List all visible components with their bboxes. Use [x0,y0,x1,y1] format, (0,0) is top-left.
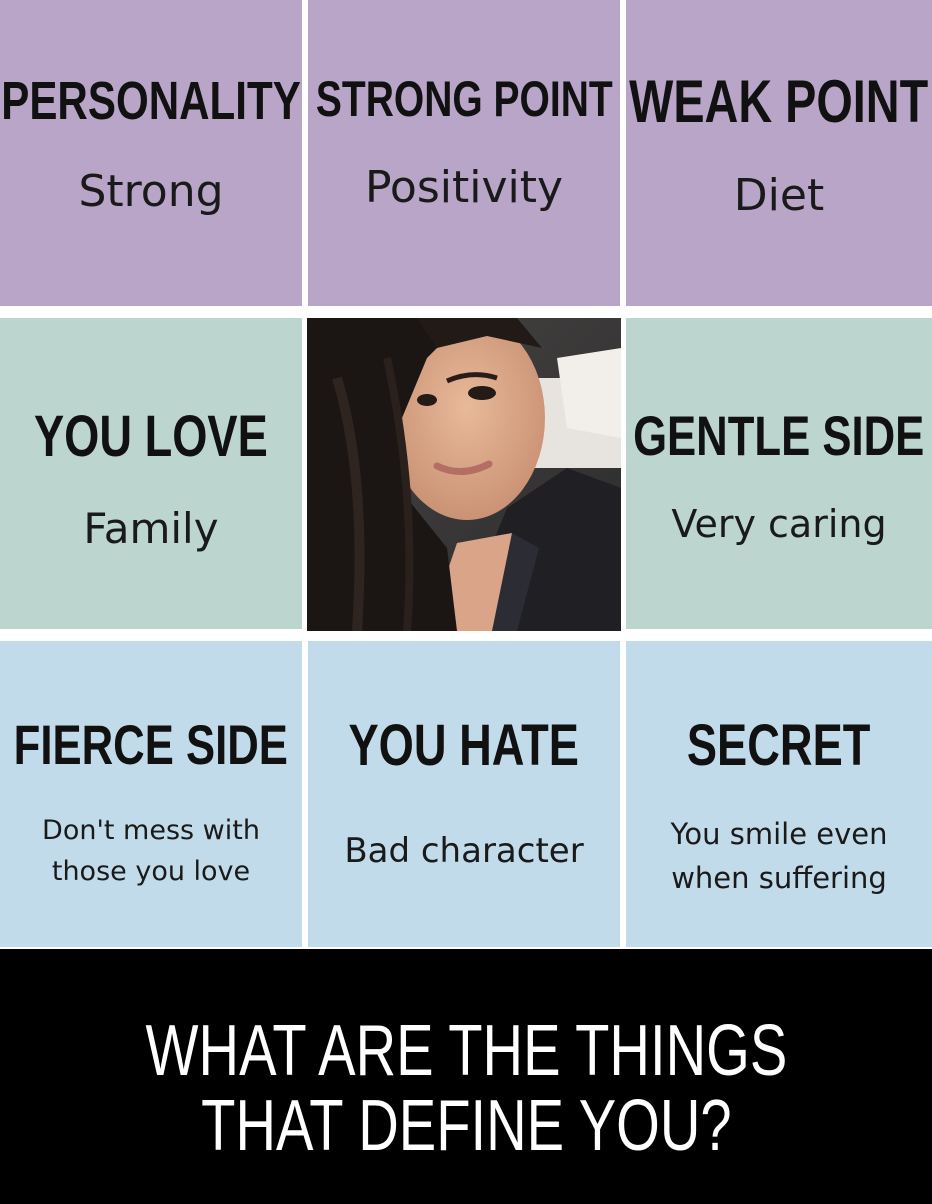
footer-title [145,1010,787,1166]
tile-title: SECRET [687,713,871,778]
tile-fierce-side [0,641,302,947]
tile-title: FIERCE SIDE [13,713,289,776]
tile-title: WEAK POINT [629,68,929,135]
tile-value: Positivity [364,162,564,213]
tile-title: STRONG POINT [315,71,613,127]
tile-value: Strong [78,166,224,217]
tile-value-line: You smile even [670,817,888,851]
tile-value: Very caring [671,502,887,546]
portrait-image [307,318,621,631]
tile-value: Family [83,504,219,553]
tile-value [42,811,260,892]
tile-value: Diet [733,170,825,221]
tile-you-hate [308,641,620,947]
tile-strong-point [308,0,620,306]
tile-weak-point [626,0,932,306]
tile-value [671,813,888,900]
footer-banner [0,949,932,1204]
tile-you-love [0,318,302,629]
tile-title: GENTLE SIDE [633,404,925,467]
footer-title-line: THAT DEFINE YOU? [200,1085,732,1166]
footer-title-line: WHAT ARE THE THINGS [145,1010,787,1091]
tile-title: YOU LOVE [34,404,268,469]
tile-secret [626,641,932,947]
tile-title: YOU HATE [348,713,580,778]
tile-value-line: when suffering [671,860,887,895]
tile-title: PERSONALITY [1,71,301,131]
tile-value: Bad character [344,831,584,871]
profile-photo [307,318,621,631]
tile-value-line: Don't mess with [42,815,260,846]
tile-gentle-side [626,318,932,629]
tile-personality [0,0,302,306]
tile-value-line: those you love [51,855,251,887]
